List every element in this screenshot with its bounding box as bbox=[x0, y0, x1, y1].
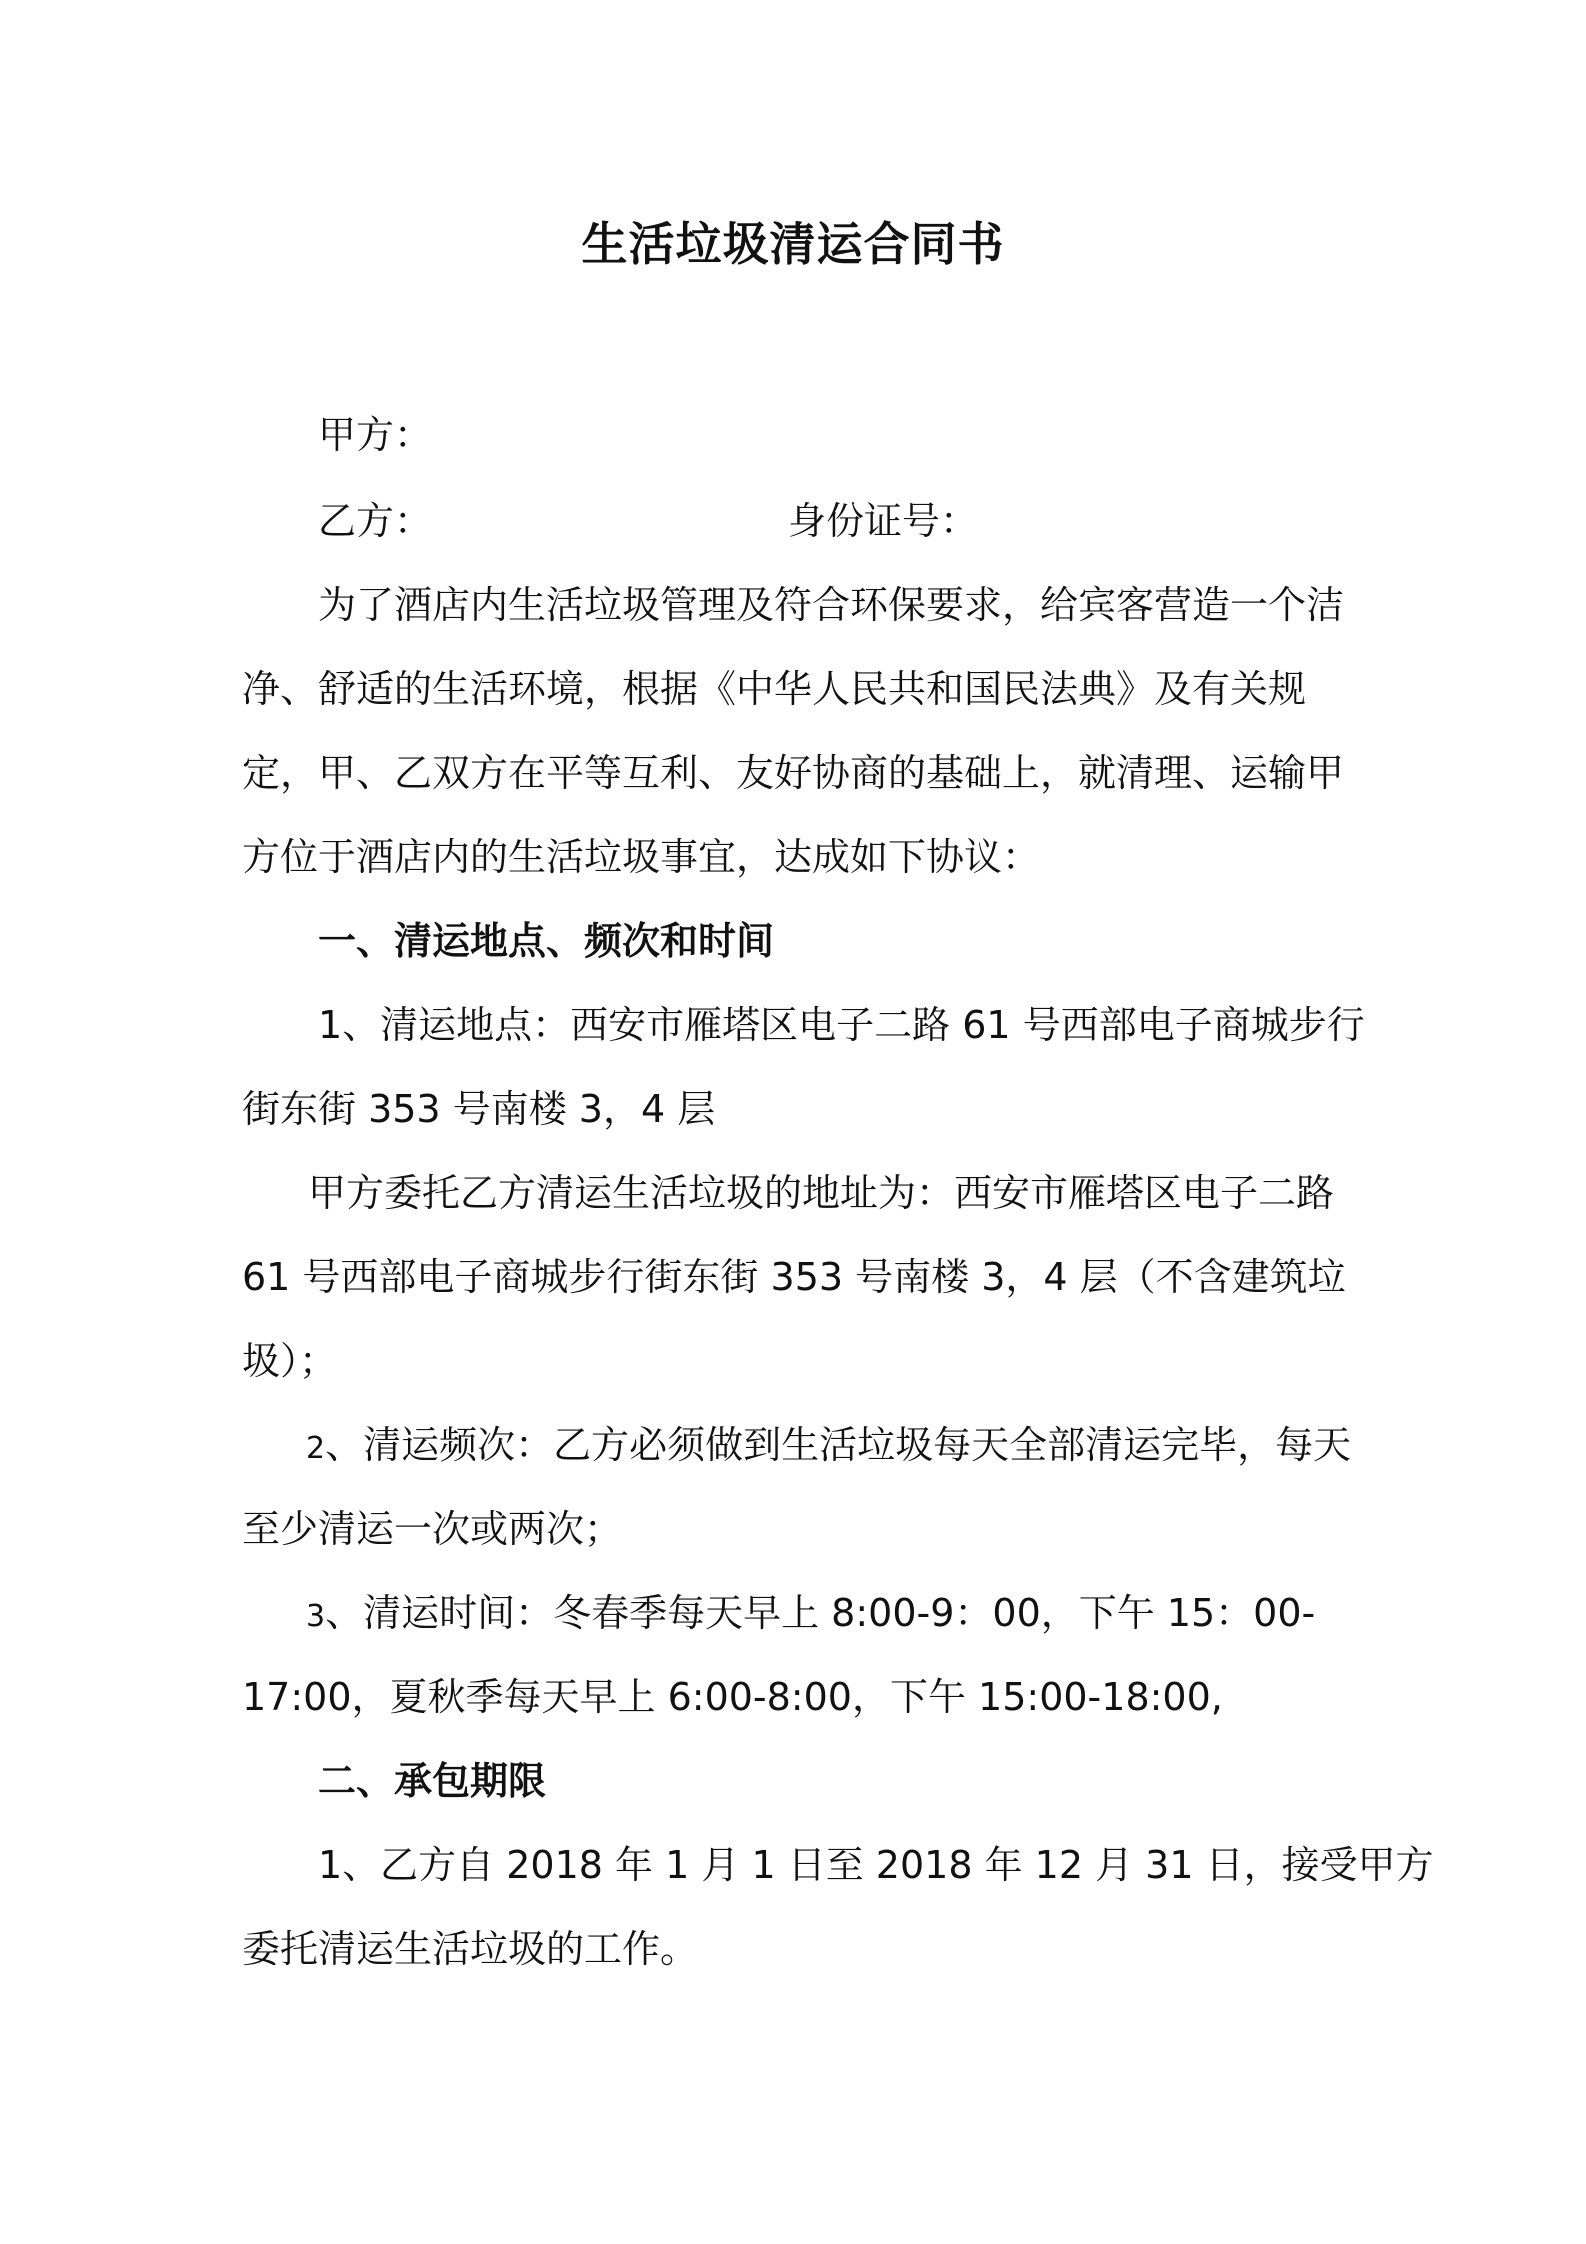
intro-line-4: 方位于酒店内的生活垃圾事宜，达成如下协议： bbox=[242, 835, 1041, 879]
item-1-1-note-line-2: 61 号西部电子商城步行街东街 353 号南楼 3，4 层（不含建筑垃 bbox=[242, 1255, 1346, 1299]
intro-line-3: 定，甲、乙双方在平等互利、友好协商的基础上，就清理、运输甲 bbox=[242, 751, 1345, 795]
intro-line-2: 净、舒适的生活环境，根据《中华人民共和国民法典》及有关规 bbox=[242, 667, 1307, 711]
item-2-1-line-1: 1、乙方自 2018 年 1 月 1 日至 2018 年 12 月 31 日，接受甲方 bbox=[318, 1843, 1434, 1887]
intro-line-1: 为了酒店内生活垃圾管理及符合环保要求，给宾客营造一个洁 bbox=[318, 583, 1345, 627]
id-number-label: 身份证号： bbox=[788, 499, 979, 543]
item-1-2-text: 、清运频次：乙方必须做到生活垃圾每天全部清运完毕，每天 bbox=[325, 1423, 1352, 1467]
document-title: 生活垃圾清运合同书 bbox=[581, 217, 1005, 271]
item-1-3-text: 、清运时间：冬春季每天早上 8:00-9：00，下午 15：00- bbox=[325, 1591, 1316, 1635]
section-2-heading: 二、承包期限 bbox=[318, 1759, 547, 1803]
item-2-1-line-2: 委托清运生活垃圾的工作。 bbox=[242, 1927, 699, 1971]
item-1-3-line-2: 17:00，夏秋季每天早上 6:00-8:00，下午 15:00-18:00, bbox=[242, 1675, 1223, 1719]
item-1-3-number: 3 bbox=[306, 1599, 326, 1634]
party-b-label: 乙方： bbox=[318, 499, 433, 543]
item-1-1-note-line-3: 圾）； bbox=[242, 1339, 338, 1383]
item-1-1-line-1: 1、清运地点：西安市雁塔区电子二路 61 号西部电子商城步行 bbox=[318, 1003, 1365, 1047]
item-1-1-line-2: 街东街 353 号南楼 3，4 层 bbox=[242, 1087, 716, 1131]
item-1-2-line-1 bbox=[306, 1418, 1351, 1476]
section-1-heading: 一、清运地点、频次和时间 bbox=[318, 919, 775, 963]
party-a-label: 甲方： bbox=[318, 413, 433, 457]
item-1-3-line-1 bbox=[306, 1586, 1315, 1644]
item-1-2-line-2: 至少清运一次或两次； bbox=[242, 1507, 623, 1551]
item-1-2-number: 2 bbox=[306, 1431, 326, 1466]
item-1-1-note-line-1: 甲方委托乙方清运生活垃圾的地址为：西安市雁塔区电子二路 bbox=[308, 1171, 1335, 1215]
